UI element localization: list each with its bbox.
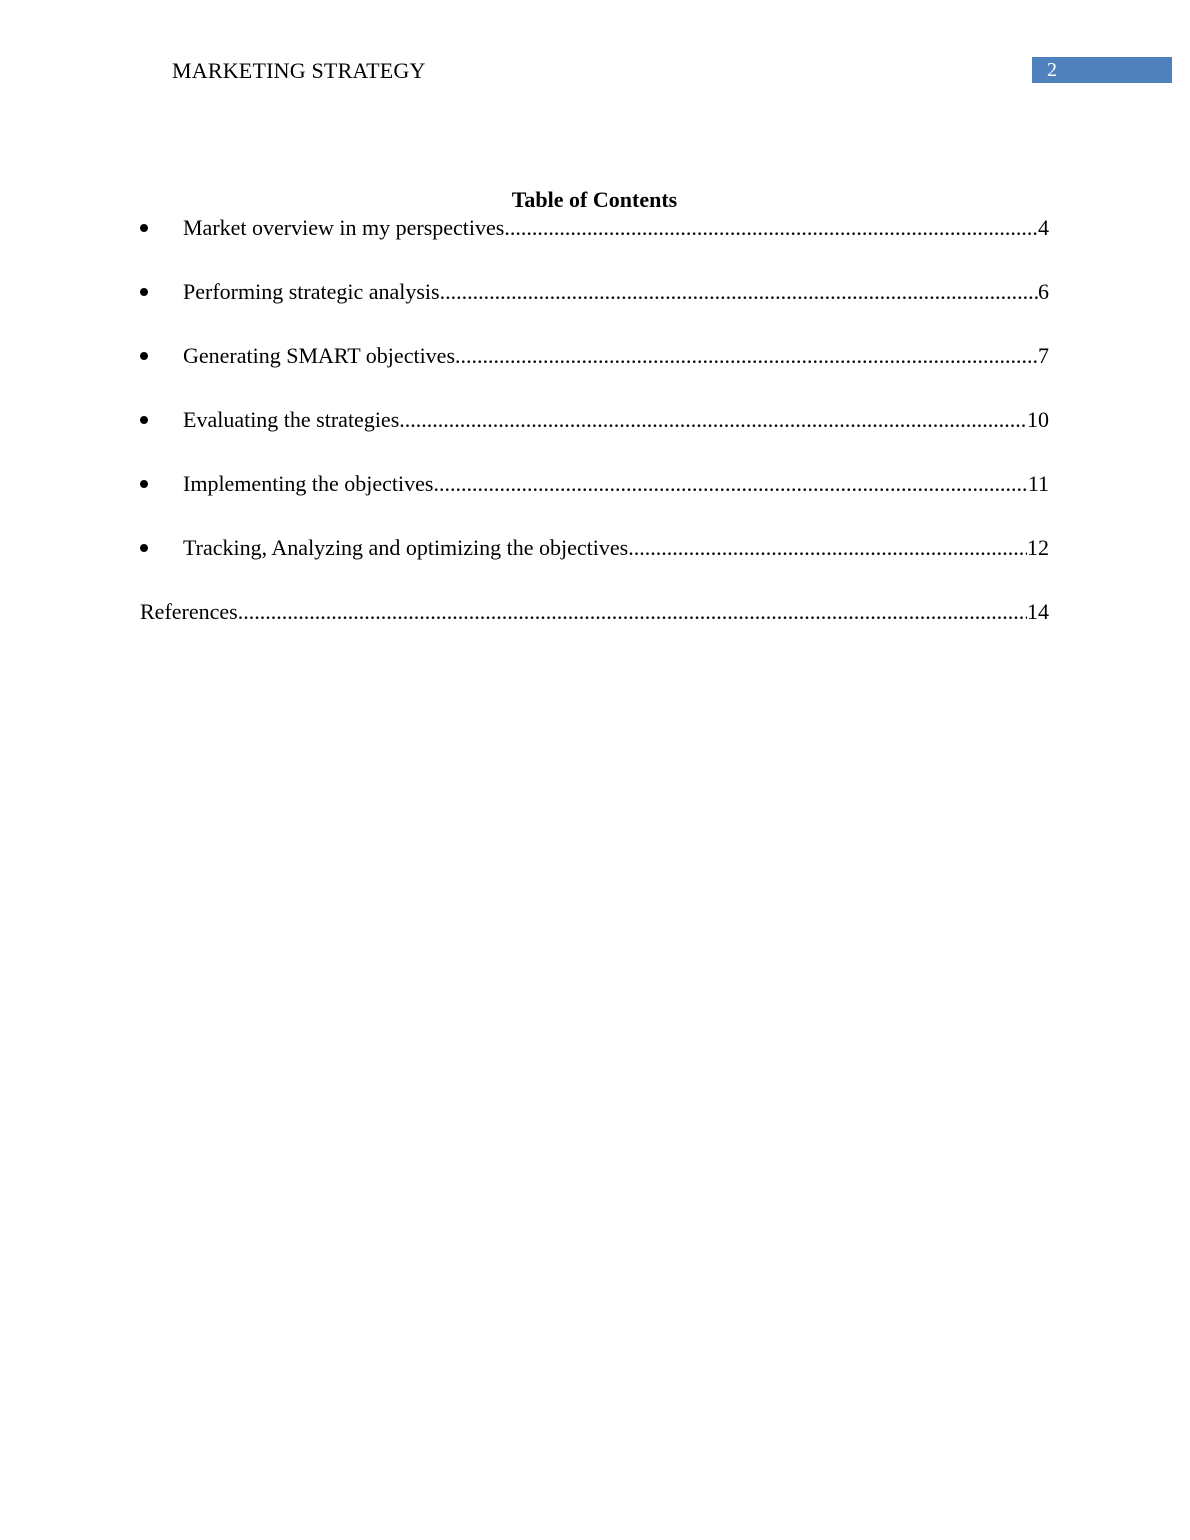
toc-entry-label: Generating SMART objectives <box>183 343 456 368</box>
toc-title: Table of Contents <box>511 187 678 212</box>
bullet-icon <box>140 544 148 552</box>
table-of-contents <box>140 186 1049 626</box>
toc-entry-page: 4 <box>1038 215 1049 240</box>
page-header <box>0 0 1190 100</box>
bullet-icon <box>140 480 148 488</box>
toc-entry-page: 14 <box>1027 599 1049 624</box>
toc-entry-references[interactable] <box>140 598 1049 626</box>
dot-leader <box>504 214 1038 242</box>
toc-entry-label: Implementing the objectives <box>183 471 434 496</box>
toc-entry-page: 7 <box>1038 343 1049 368</box>
bullet-icon <box>140 288 148 296</box>
page-number-box <box>1032 57 1172 83</box>
dot-leader <box>434 470 1028 498</box>
toc-entry[interactable] <box>140 342 1049 370</box>
toc-entry-page: 11 <box>1027 471 1049 496</box>
dot-leader <box>455 342 1038 370</box>
running-head: MARKETING STRATEGY <box>172 58 426 83</box>
dot-leader <box>628 534 1027 562</box>
toc-entry-page: 12 <box>1027 535 1049 560</box>
dot-leader <box>399 406 1027 434</box>
toc-entry-page: 10 <box>1027 407 1049 432</box>
bullet-icon <box>140 352 148 360</box>
toc-entry-label: References <box>140 599 238 624</box>
toc-entry-label: Market overview in my perspectives <box>183 215 505 240</box>
toc-entry[interactable] <box>140 534 1049 562</box>
toc-entry-page: 6 <box>1038 279 1049 304</box>
toc-entry[interactable] <box>140 278 1049 306</box>
bullet-icon <box>140 224 148 232</box>
dot-leader <box>238 598 1027 626</box>
toc-entry-label: Evaluating the strategies <box>183 407 400 432</box>
toc-entry[interactable] <box>140 406 1049 434</box>
bullet-icon <box>140 416 148 424</box>
page-number: 2 <box>1047 59 1057 81</box>
toc-list <box>140 214 1049 626</box>
dot-leader <box>440 278 1038 306</box>
toc-entry-label: Tracking, Analyzing and optimizing the objectives <box>183 535 629 560</box>
toc-entry[interactable] <box>140 470 1049 498</box>
toc-entry[interactable] <box>140 214 1049 242</box>
toc-entry-label: Performing strategic analysis <box>183 279 440 304</box>
